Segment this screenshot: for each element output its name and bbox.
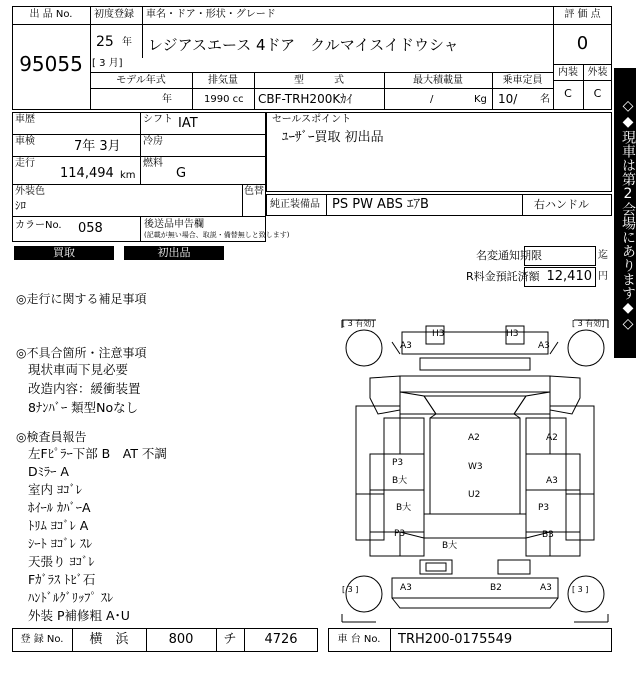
deadline-label: 名変通知期限 [476,249,542,262]
inspector-line-6: ｼｰﾄ ﾖｺﾞﾚ ｽﾚ [28,536,93,551]
reg-number: 4726 [264,632,298,647]
exterior-label: 外装 [587,67,608,78]
equip-items: PS PW ABS ｴｱB [332,197,429,212]
mark-b3-right: B3 [542,530,554,540]
defect-line-3: 8ﾅﾝﾊﾞｰ 類型Noなし [28,400,139,415]
inspection-value: 7年 3月 [74,139,121,154]
exterior-grade: C [593,87,602,100]
displacement-label: 排気量 [208,75,238,86]
inspector-line-7: 天張り ﾖｺﾞﾚ [28,554,95,569]
mark-b2-bottom: B2 [490,583,502,593]
mark-a2-center: A2 [468,433,480,443]
venue-banner-text: ◇◆現車は第2会場にあります◆◇ [620,98,636,332]
inspector-line-10: 外装 P補修粗 A･U [28,608,130,623]
rear-lamp-right [498,560,530,574]
tire-fl [346,330,382,366]
color-change-label: 色替 [244,186,264,197]
mark-a3-bottom-right: A3 [540,583,552,593]
deadline-box [524,246,596,266]
inspector-title: ◎検査員報告 [16,430,87,444]
mark-a3-bottom-left: A3 [400,583,412,593]
model-year-label: モデル年式 [116,75,166,86]
ext-color-value: ｼﾛ [15,199,26,212]
first-listing-badge: 初出品 [124,246,224,260]
tire-label-fr: [ 3 有効] [572,319,605,328]
sales-text: ﾕｰｻﾞｰ買取 初出品 [282,130,384,145]
model-name: レジアスエース 4ドア クルマイスイドウシャ [148,36,459,54]
mark-b-large-left: B大 [392,476,408,486]
color-no-label: カラーNo. [15,220,62,231]
mark-p3-left: P3 [392,458,404,468]
type-label: 型 式 [294,75,344,86]
color-no-value: 058 [78,221,103,236]
mark-a3-top-left: A3 [400,341,412,351]
lot-label: 出 品 No. [29,9,73,20]
mark-b-large-left-2: B大 [396,503,412,513]
handle-side: 右ハンドル [534,198,589,211]
defect-line-2: 改造内容：緩衝装置 [28,381,141,396]
interior-label: 内装 [558,67,578,78]
fender-left [370,376,400,414]
mark-h3-right: H3 [506,329,519,339]
mark-a3-top-right: A3 [538,341,550,351]
inspector-line-9: ﾊﾝﾄﾞﾙｸﾞﾘｯﾌﾟ ｽﾚ [28,590,114,605]
mark-p3-right: P3 [538,503,550,513]
displacement-value: 1990 cc [204,94,244,105]
recycle-label: R料金預託済額 [466,270,540,283]
first-reg-month: [ 3 月] [92,58,123,69]
grille [420,358,530,370]
supplement-title: ◎走行に関する補足事項 [16,292,147,306]
defect-line-1: 現状車両下見必要 [28,362,129,377]
capacity-label: 最大積載量 [413,75,463,86]
mark-a3-right: A3 [546,476,558,486]
fender-right [550,376,580,414]
fuel-value: G [176,166,187,181]
inspector-line-3: 室内 ﾖｺﾞﾚ [28,482,82,497]
recycle-unit: 円 [598,271,608,282]
rear-bumper [392,578,558,598]
door-right-rear [526,490,580,532]
lot-number: 95055 [19,52,83,76]
tire-label-rl: [ 3 ] [342,585,359,594]
after-note: (記載が無い場合、取説・備替無しと致します) [144,231,290,239]
buy-badge: 買取 [14,246,114,260]
inspector-line-5: ﾄﾘﾑ ﾖｺﾞﾚ A [28,518,89,533]
model-year-unit: 年 [162,94,172,105]
type-value: CBF-TRH200Kｶｲ [258,92,353,106]
mark-a2-right: A2 [546,433,558,443]
inspector-line-4: ﾎｲｰﾙ ｶﾊﾞｰA [28,500,91,515]
mileage-unit: km [120,170,136,181]
mileage-value: 114,494 [60,166,114,181]
recycle-amount: 12,410 [546,269,592,284]
tire-label-rr: [ 3 ] [572,585,589,594]
mark-u2: U2 [468,490,481,500]
interior-grade: C [564,87,572,100]
first-reg-label: 初度登録 [94,9,134,20]
after-label: 後送品申告欄 [144,219,204,230]
tire-label-fl: [ 3 有効] [342,319,375,328]
first-reg-year: 25 [96,34,114,50]
front-bumper [402,332,548,354]
inspector-line-2: Dﾐﾗｰ A [28,464,69,479]
bracket-br [574,614,608,622]
deadline-unit: 迄 [598,250,608,261]
reg-class: 800 [168,632,194,647]
inspector-line-1: 左Fﾋﾟﾗｰ下部 B AT 不調 [28,446,167,461]
shift-value: IAT [178,116,198,131]
shift-label: シフト [143,114,173,125]
capacity-slash: / [430,94,434,105]
riders-label: 乗車定員 [502,75,543,86]
mark-w3: W3 [468,462,483,472]
rear-lamp-left [420,560,452,574]
history-label: 車歴 [15,114,35,125]
reg-label: 登 録 No. [20,634,64,645]
ac-label: 冷房 [143,136,163,147]
model-label: 車名・ドア・形状・グレード [146,9,276,20]
tire-fr [568,330,604,366]
capacity-unit: Kg [474,94,487,105]
hood [400,376,550,392]
bracket-bl [342,614,376,622]
mark-p3-left-2: P3 [394,529,406,539]
chassis-label: 車 台 No. [337,634,381,645]
reg-kana: チ [223,632,237,647]
reg-area: 横 浜 [89,632,129,647]
mark-h3-left: H3 [432,329,445,339]
sales-label: セールスポイント [272,114,352,125]
first-reg-year-unit: 年 [122,37,132,48]
back-door [424,514,526,538]
mark-b-large-center: B大 [442,541,458,551]
inspector-line-8: Fｶﾞﾗｽ ﾄﾋﾞ石 [28,572,96,587]
chassis-number: TRH200-0175549 [398,632,513,647]
riders-unit: 名 [540,94,550,105]
ext-color-label: 外装色 [15,186,45,197]
grade-value: 0 [576,33,589,54]
defect-title: ◎不具合箇所・注意事項 [16,346,147,360]
equip-label: 純正装備品 [270,199,320,210]
grade-label: 評 価 点 [564,9,601,20]
windshield [424,396,526,414]
riders-value: 10/ [498,92,518,106]
fuel-label: 燃料 [143,158,163,169]
mileage-label: 走行 [15,158,35,169]
inspection-label: 車検 [15,136,35,147]
